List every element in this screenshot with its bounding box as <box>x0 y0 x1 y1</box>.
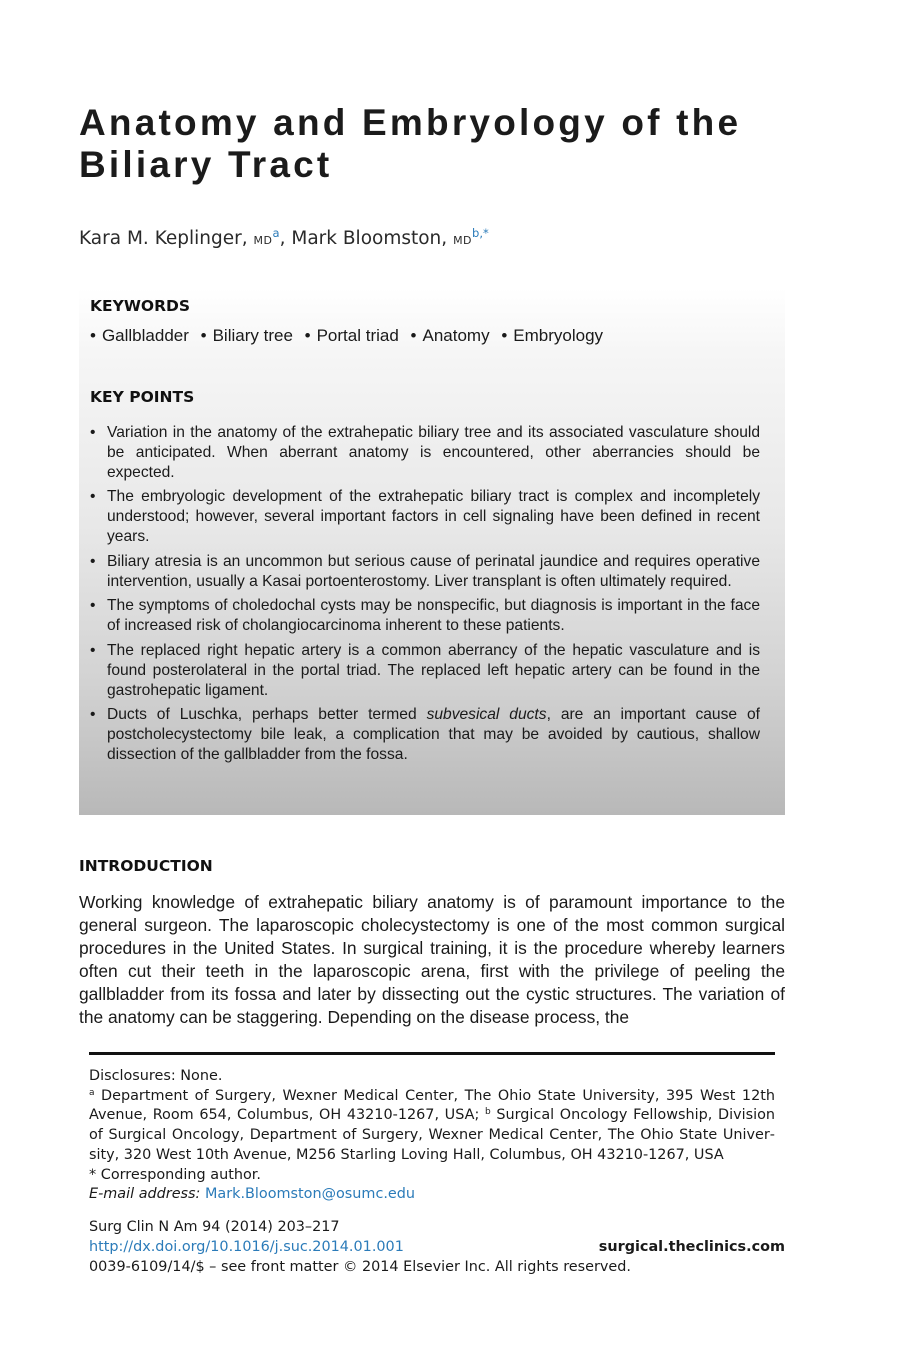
affiliations <box>89 1087 775 1166</box>
email-label: E-mail address: <box>89 1186 201 1203</box>
key-point-item: • The replaced right hepatic artery is a common aberrancy of the hepatic vasculature and is found posterolateral in the portal triad. The replaced left hepatic artery can be found in the gastrohepatic ligament. <box>90 641 760 700</box>
copyright-notice: 0039-6109/14/$ – see front matter © 2014 Elsevier Inc. All rights reserved. <box>89 1259 631 1275</box>
affiliation-b-marker: b <box>484 1107 491 1118</box>
key-points-heading: KEY POINTS <box>90 388 195 406</box>
email-link[interactable]: Mark.Bloomston@osumc.edu <box>204 1186 416 1203</box>
disclosures: Disclosures: None. <box>89 1068 223 1084</box>
keyword-item: • Anatomy <box>411 326 490 345</box>
key-points-list <box>90 423 760 770</box>
author-2-name: Mark Bloomston, <box>291 228 448 249</box>
affiliation-a: Department of Surgery, Wexner Medical Center, The Ohio State University, 395 West 12th Avenue, Room 654, Columbus, OH 43210-1267, USA; <box>89 1087 775 1124</box>
key-point-text: , are an important cause of postcholecystectomy bile leak, a complication that may be avoided by cautious, shallow dissection of the gallbladder from the fossa. <box>107 706 760 763</box>
affiliation-a-marker: a <box>89 1087 95 1098</box>
key-point-item: • Variation in the anatomy of the extrahepatic biliary tree and its associated vasculature should be anticipated. When aberrant anatomy is encountered, other aberrancies should be expected. <box>90 423 760 482</box>
keywords-list <box>90 326 603 346</box>
keyword-item: • Biliary tree <box>201 326 293 345</box>
footnotes <box>89 1067 775 1205</box>
author-line <box>79 228 489 249</box>
author-2-affiliation-link[interactable]: b,* <box>472 226 489 240</box>
key-point-emphasis: subvesical ducts <box>426 706 547 724</box>
article-title <box>79 102 819 186</box>
keyword-item: • Embryology <box>501 326 603 345</box>
keywords-heading: KEYWORDS <box>90 297 191 315</box>
journal-website: surgical.theclinics.com <box>598 1239 785 1255</box>
title-line-2: Biliary Tract <box>79 144 333 185</box>
introduction-heading: INTRODUCTION <box>79 857 213 875</box>
key-point-text: Ducts of Luschka, perhaps better termed <box>107 706 427 724</box>
key-point-item: • Biliary atresia is an uncommon but serious cause of perinatal jaundice and requires operative intervention, usually a Kasai portoenterostomy. Liver transplant is often ultimately required. <box>90 552 760 592</box>
author-2-degree: MD <box>453 234 473 247</box>
footnote-divider <box>89 1052 775 1055</box>
keyword-item: • Gallbladder <box>90 326 189 345</box>
email-line <box>89 1185 775 1205</box>
introduction-paragraph: Working knowledge of extrahepatic biliary anatomy is of paramount importance to the general surgeon. The laparoscopic cholecystectomy is one of the most common surgical procedures in the United States. In surgical training, it is the procedure whereby learners often cut their teeth in the laparoscopic arena, first with the privilege of peeling the gallbladder from its fossa and later by dissecting out the cystic structures. The variation of the anatomy can be staggering. Depending on the disease process, the <box>79 892 785 1027</box>
corresponding-author: * Corresponding author. <box>89 1166 261 1183</box>
keywords-keypoints-box <box>79 288 785 815</box>
author-separator: , <box>279 228 286 249</box>
keyword-item: • Portal triad <box>305 326 399 345</box>
key-point-item: • The embryologic development of the extrahepatic biliary tract is complex and incompletely understood; however, several important factors in cell signaling have been defined in recent years. <box>90 487 760 546</box>
doi-link[interactable]: http://dx.doi.org/10.1016/j.suc.2014.01.001 <box>89 1239 404 1255</box>
key-point-item <box>90 705 760 764</box>
author-1-affiliation-link[interactable]: a <box>272 226 280 240</box>
author-1-name: Kara M. Keplinger, <box>79 228 248 249</box>
key-point-item: • The symptoms of choledochal cysts may be nonspecific, but diagnosis is important in the face of increased risk of cholangiocarcinoma inherent to these patients. <box>90 596 760 636</box>
affiliation-b: Surgical Oncology Fellowship, Division of Surgical Oncology, Department of Surgery, Wexner Medical Center, The Ohio State University, 320 West 10th Avenue, M256 Starling Loving Hall, Columbus, OH 43210-1267, USA <box>89 1107 776 1163</box>
journal-citation: Surg Clin N Am 94 (2014) 203–217 <box>89 1219 340 1235</box>
author-1-degree: MD <box>253 234 273 247</box>
title-line-1: Anatomy and Embryology of the <box>79 102 742 143</box>
citation-block <box>89 1217 785 1277</box>
